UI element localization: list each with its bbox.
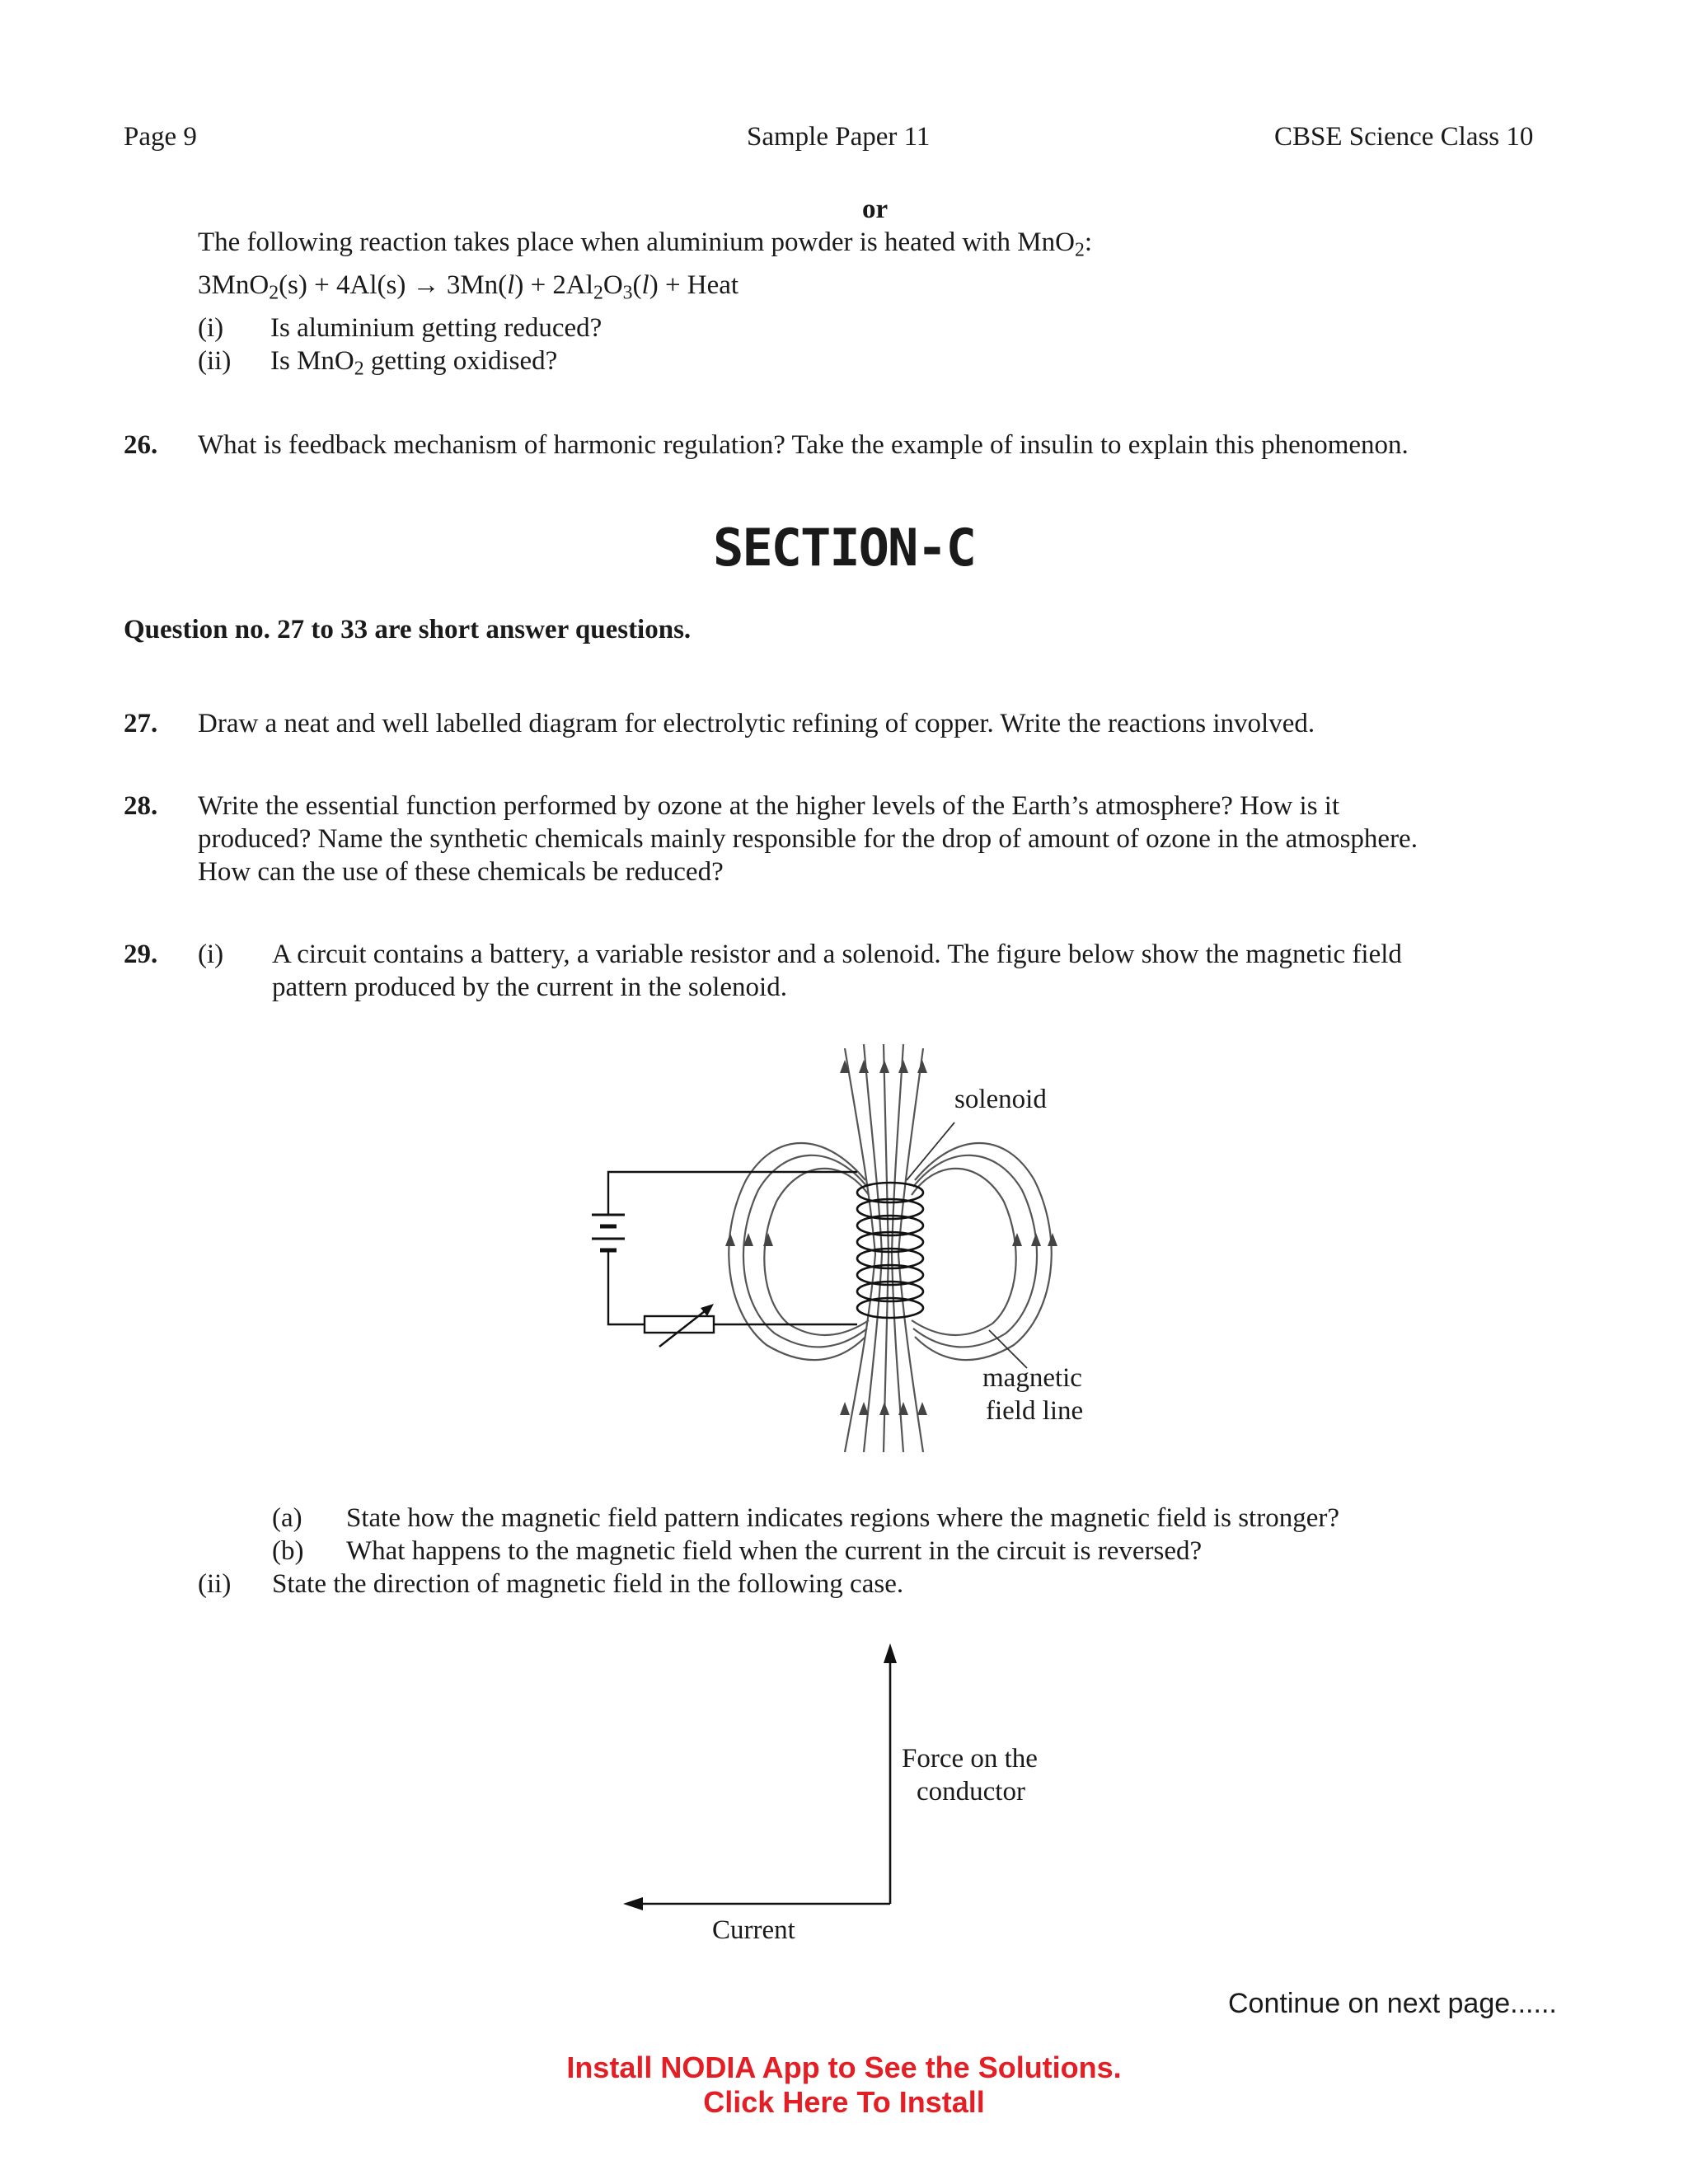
force-label-2: conductor [917,1777,1025,1807]
q28-line-1: Write the essential function performed by ozone at the higher levels of the Earth’s atmosphere? How is it [198,791,1340,821]
q29-part-i-line-1: A circuit contains a battery, a variable resistor and a solenoid. The figure below show the magnetic field [272,940,1402,969]
field-line-label-1: magnetic [982,1363,1082,1393]
q28-number: 28. [124,791,158,821]
q29-part-i-line-2: pattern produced by the current in the solenoid. [272,972,787,1002]
field-loop-left-outer [729,1143,865,1360]
field-loop-left-inner [764,1169,869,1335]
q27-text: Draw a neat and well labelled diagram for electrolytic refining of copper. Write the reactions involved. [198,709,1315,738]
paper-title: Sample Paper 11 [747,122,931,152]
section-note: Question no. 27 to 33 are short answer questions. [124,615,692,644]
solenoid-label: solenoid [954,1085,1047,1114]
force-current-diagram [618,1640,898,1920]
q29-part-i-number: (i) [198,940,224,969]
field-loop-right-outer [915,1143,1052,1360]
variable-resistor-symbol [645,1304,714,1347]
q26-text: What is feedback mechanism of harmonic regulation? Take the example of insulin to explain this phenomenon. [198,430,1409,460]
q29-sub-a-text: State how the magnetic field pattern indicates regions where the magnetic field is stronger? [346,1503,1339,1533]
sub-i-text: Is aluminium getting reduced? [270,313,603,343]
q28-line-3: How can the use of these chemicals be reduced? [198,857,724,887]
q29-part-ii-text: State the direction of magnetic field in the following case. [272,1569,904,1599]
section-heading: SECTION-C [713,518,975,578]
q29-sub-b-text: What happens to the magnetic field when the current in the circuit is reversed? [346,1536,1203,1566]
current-label: Current [712,1915,795,1945]
sub-i-number: (i) [198,313,224,343]
or-intro: The following reaction takes place when aluminium powder is heated with MnO$_2$: [198,227,1093,261]
continue-note: Continue on next page...... [1228,1988,1557,2019]
force-label-1: Force on the [902,1744,1038,1774]
battery-symbol [592,1215,625,1250]
q27-number: 27. [124,709,158,738]
q26-number: 26. [124,430,158,460]
q29-sub-b-number: (b) [272,1536,304,1566]
reaction-equation: $3MnO_2(s) + 4Al(s) \to 3Mn(l) + 2Al_2O_3(l)$ + Heat [198,270,739,304]
field-line-label-2: field line [986,1396,1084,1426]
q29-part-ii-number: (ii) [198,1569,232,1599]
or-label: or [862,194,889,224]
circuit-wires [608,1172,857,1324]
field-loop-right-inner [912,1169,1016,1335]
sub-ii-number: (ii) [198,346,232,376]
field-loop-left-middle [743,1155,867,1347]
page-number: Page 9 [124,122,197,152]
click-install-link[interactable]: Click Here To Install [703,2085,985,2119]
install-app-link[interactable]: Install NODIA App to See the Solutions. [566,2050,1122,2084]
force-arrow-head [884,1643,897,1663]
subject-title: CBSE Science Class 10 [1274,122,1534,152]
field-loop-right-middle [913,1155,1037,1347]
q29-sub-a-number: (a) [272,1503,302,1533]
q29-number: 29. [124,940,158,969]
current-arrow-head [623,1897,643,1910]
q28-line-2: produced? Name the synthetic chemicals mainly responsible for the drop of amount of ozone in the atmosphere. [198,824,1418,854]
solenoid-coil [857,1183,923,1318]
sub-ii-text: Is MnO$_2$ getting oxidised? [270,346,558,380]
